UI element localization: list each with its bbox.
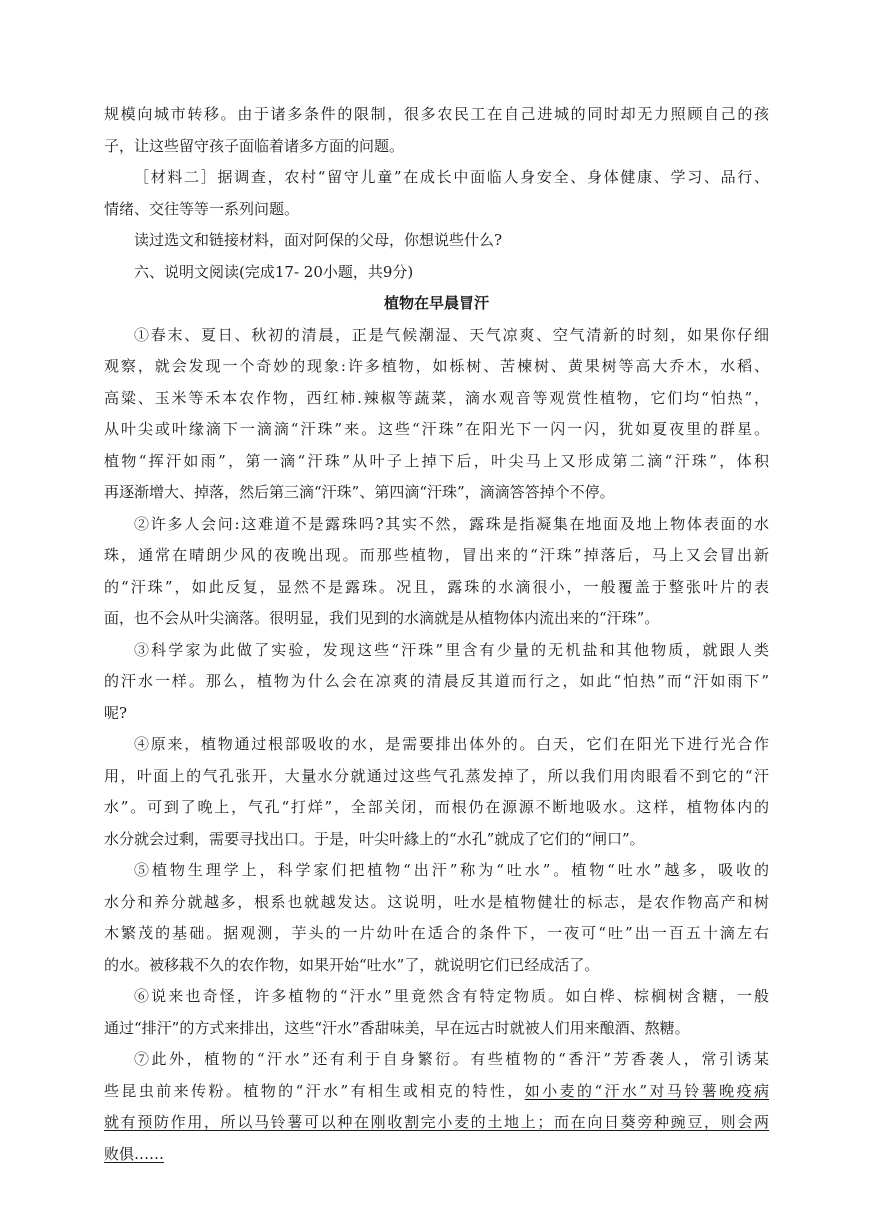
paragraph-4 [104, 729, 769, 855]
text-line: ③科学家为此做了实验，发现这些“汗珠”里含有少量的无机盐和其他物质，就跟人类 [134, 640, 769, 659]
paragraph-7 [104, 1044, 769, 1170]
text-line: 观察，就会发现一个奇妙的现象:许多植物，如栎树、苦楝树、黄果树等高大乔木，水稻、 [104, 357, 769, 375]
paragraph-3 [104, 635, 769, 730]
text-line: 植物“挥汗如雨”，第一滴“汗珠”从叶子上掉下后，叶尖马上又形成第二滴“汗珠”，体积 [104, 451, 769, 470]
text-line: ④原来，植物通过根部吸收的水，是需要排出体外的。白天，它们在阳光下进行光合作 [134, 735, 769, 753]
text-line: 从叶尖或叶缘滴下一滴滴“汗珠”来。这些“汗珠”在阳光下一闪一闪，犹如夏夜里的群星。 [104, 420, 769, 438]
text-line: 面，也不会从叶尖滴落。很明显，我们见到的水滴就是从植物体内流出来的“汗珠”。 [104, 609, 660, 627]
text-line [104, 1107, 769, 1139]
text-line: ②许多人会问:这难道不是露珠吗?其实不然，露珠是指凝集在地面及地上物体表面的水 [134, 514, 769, 533]
paragraph-1 [104, 320, 769, 509]
text-line: ⑥说来也奇怪，许多植物的“汗水”里竟然含有特定物质。如白桦、棕榈树含糖，一般 [134, 987, 769, 1005]
paragraph-2 [104, 509, 769, 635]
underlined-text: 败俱…… [104, 1144, 165, 1163]
section-heading: 六、说明文阅读(完成17- 20小题，共9分) [134, 262, 414, 281]
paragraph-6 [104, 981, 769, 1044]
text-line: ⑦此外，植物的“汗水”还有利于自身繁衍。有些植物的“香汗”芳香袭人，常引诱某 [134, 1050, 769, 1068]
underlined-text: 就有预防作用，所以马铃薯可以种在刚收割完小麦的土地上；而在向日葵旁种豌豆，则会两 [104, 1113, 769, 1131]
text-line: 水”。可到了晚上，气孔“打烊”，全部关闭，而根仍在源源不断地吸水。这样，植物体内的 [104, 798, 769, 816]
material-two-paragraph [104, 162, 769, 225]
article-title: 植物在早晨冒汗 [383, 294, 489, 312]
text-line: 水分和养分就越多，根系也就越发达。这说明，吐水是植物健壮的标志，是农作物高产和树 [104, 892, 769, 911]
text-line [104, 1076, 769, 1108]
text-line: 的水。被移栽不久的农作物，如果开始“吐水”了，就说明它们已经成活了。 [104, 955, 600, 974]
text-line: 的“汗珠”，如此反复，显然不是露珠。况且，露珠的水滴很小，一般覆盖于整张叶片的表 [104, 577, 769, 596]
text-line: 木繁茂的基础。据观测，芋头的一片幼叶在适合的条件下，一夜可“吐”出一百五十滴左右 [104, 924, 769, 942]
text-segment: 些昆虫前来传粉。植物的“汗水”有相生或相克的特性， [104, 1081, 525, 1100]
text-line: 再逐渐增大、掉落，然后第三滴“汗珠”、第四滴“汗珠”，滴滴答答掉个不停。 [104, 483, 615, 501]
text-line [104, 1139, 769, 1171]
text-line: ①春末、夏日、秋初的清晨，正是气候潮湿、天气凉爽、空气清新的时刻，如果你仔细 [134, 325, 769, 344]
intro-paragraph [104, 99, 769, 162]
text-line: 用，叶面上的气孔张开，大量水分就通过这些气孔蒸发掉了，所以我们用肉眼看不到它的“汗 [104, 766, 769, 785]
text-line: ⑤植物生理学上，科学家们把植物“出汗”称为“吐水”。植物“吐水”越多，吸收的 [134, 861, 769, 879]
text-line: 规模向城市转移。由于诸多条件的限制，很多农民工在自己进城的同时却无力照顾自己的孩 [104, 105, 769, 123]
paragraph-5 [104, 855, 769, 981]
text-line: 情绪、交往等等一系列问题。 [104, 199, 300, 218]
text-line: 通过“排汗”的方式来排出，这些“汗水”香甜味美，早在远古时就被人们用来酿酒、熬糖。 [104, 1018, 690, 1037]
text-line: 呢? [104, 703, 128, 722]
text-line: 的汗水一样。那么，植物为什么会在凉爽的清晨反其道而行之，如此“怕热”而“汗如雨下” [104, 672, 769, 690]
text-line: 子，让这些留守孩子面临着诸多方面的问题。 [104, 136, 405, 155]
underlined-text: 如小麦的“汗水”对马铃薯晚疫病 [524, 1081, 769, 1100]
text-line: ［材料二］据调查，农村“留守儿童”在成长中面临人身安全、身体健康、学习、品行、 [134, 168, 769, 186]
document-page [104, 99, 769, 1170]
text-line: 珠，通常在晴朗少风的夜晚出现。而那些植物，冒出来的“汗珠”掉落后，马上又会冒出新 [104, 546, 769, 564]
text-line: 高粱、玉米等禾本农作物，西红柿.辣椒等蔬菜，滴水观音等观赏性植物，它们均“怕热”， [104, 388, 769, 407]
text-line: 水分就会过剩，需要寻找出口。于是，叶尖叶緣上的“水孔”就成了它们的“闸口”。 [104, 829, 645, 848]
question-line: 读过选文和链接材料，面对阿保的父母，你想说些什么? [134, 231, 503, 249]
